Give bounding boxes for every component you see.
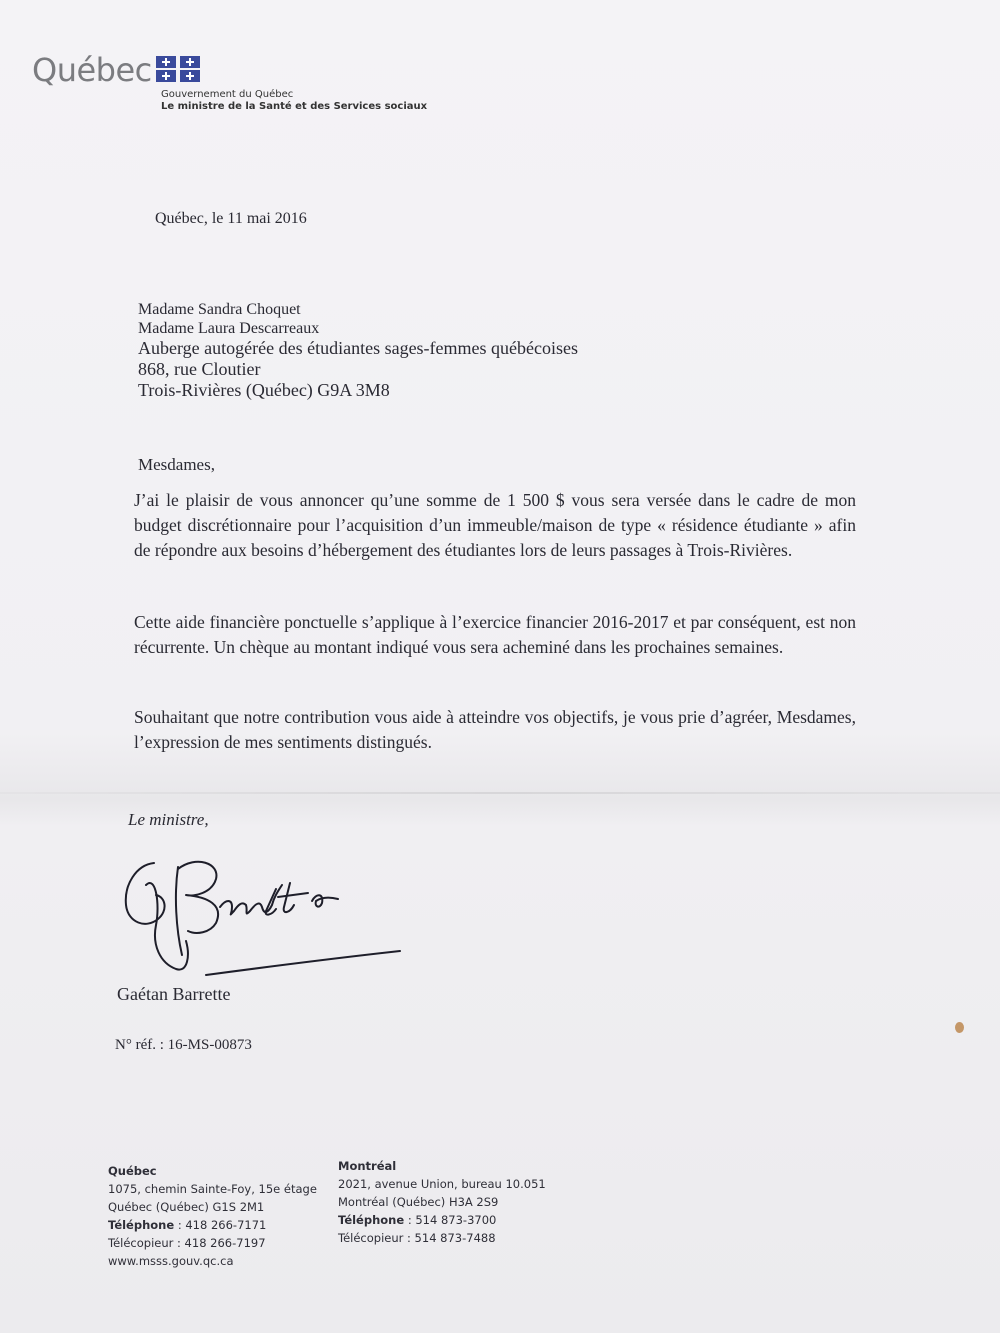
letterhead-text	[161, 89, 427, 113]
footer-quebec-fax	[108, 1234, 317, 1252]
footer-quebec-address-2: Québec (Québec) G1S 2M1	[108, 1200, 265, 1214]
footer-website: www.msss.gouv.qc.ca	[108, 1254, 234, 1268]
stain-mark	[955, 1022, 964, 1033]
letter-date: Québec, le 11 mai 2016	[155, 210, 307, 227]
footer-quebec-phone	[108, 1216, 317, 1234]
recipient-line-2: Madame Laura Descarreaux	[138, 320, 320, 337]
minister-office: Le ministre de la Santé et des Services sociaux	[161, 101, 428, 112]
signer-name: Gaétan Barrette	[117, 984, 231, 1004]
recipient-organization: Auberge autogérée des étudiantes sages-femmes québécoises	[138, 338, 578, 358]
quebec-logo	[32, 52, 200, 88]
footer-quebec-address-1: 1075, chemin Sainte-Foy, 15e étage	[108, 1182, 317, 1196]
recipient-city: Trois-Rivières (Québec) G9A 3M8	[138, 380, 390, 400]
footer-montreal-phone-label: Téléphone	[338, 1213, 405, 1227]
footer-montreal-address-1: 2021, avenue Union, bureau 10.051	[338, 1177, 546, 1191]
body-paragraph-3: Souhaitant que notre contribution vous aide à atteindre vos objectifs, je vous prie d’agréer, Mesdames, l’expression de mes sentiments distingués.	[134, 707, 856, 752]
recipient-street: 868, rue Cloutier	[138, 359, 261, 379]
footer-montreal-address-2: Montréal (Québec) H3A 2S9	[338, 1195, 499, 1209]
reference-number: N° réf. : 16-MS-00873	[115, 1037, 252, 1053]
footer-quebec-phone-label: Téléphone	[108, 1218, 175, 1232]
fleurdelise-flag-icon	[156, 56, 200, 82]
footer-montreal-fax-number: : 514 873-7488	[403, 1231, 496, 1245]
government-name: Gouvernement du Québec	[161, 89, 294, 100]
recipient-line-1: Madame Sandra Choquet	[138, 301, 301, 318]
footer-montreal-fax	[338, 1229, 546, 1247]
footer-quebec-phone-number: : 418 266-7171	[174, 1218, 267, 1232]
footer-quebec-fax-label: Télécopieur	[108, 1236, 174, 1250]
footer-quebec-office	[108, 1162, 317, 1270]
recipient-address	[138, 300, 578, 401]
footer-montreal-phone	[338, 1211, 546, 1229]
body-paragraph-2: Cette aide financière ponctuelle s’applique à l’exercice financier 2016-2017 et par conséquent, est non récurrente. Un chèque au montant indiqué vous sera acheminé dans les prochaines semaines.	[134, 612, 856, 657]
footer-quebec-fax-number: : 418 266-7197	[173, 1236, 266, 1250]
handwritten-signature	[116, 845, 416, 985]
logo-wordmark: Québec	[32, 51, 152, 89]
salutation: Mesdames,	[138, 455, 215, 474]
footer-montreal-city: Montréal	[338, 1159, 397, 1173]
closing: Le ministre,	[128, 810, 209, 829]
footer-montreal-office	[338, 1157, 546, 1247]
footer-montreal-phone-number: : 514 873-3700	[404, 1213, 497, 1227]
footer-montreal-fax-label: Télécopieur	[338, 1231, 404, 1245]
body-paragraph-1: J’ai le plaisir de vous annoncer qu’une somme de 1 500 $ vous sera versée dans le cadre de mon budget discrétionnaire pour l’acquisition d’un immeuble/maison de type « résidence étudiante » afin de répondre aux besoins d’hébergement des étudiantes lors de leurs passages à Trois-Rivières.	[134, 490, 856, 560]
fold-crease	[0, 792, 1000, 794]
footer-quebec-city: Québec	[108, 1164, 157, 1178]
